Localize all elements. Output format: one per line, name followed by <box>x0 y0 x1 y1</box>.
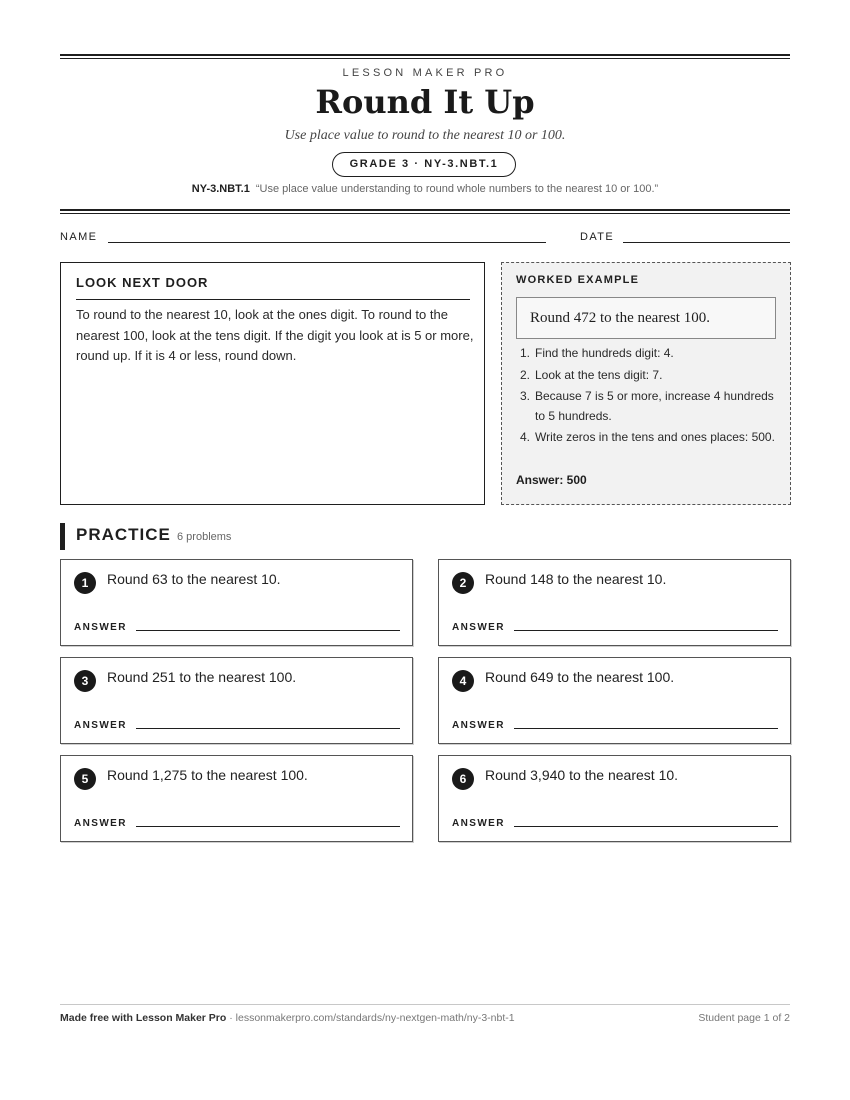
answer-label: ANSWER <box>74 818 127 829</box>
name-field[interactable] <box>108 242 546 243</box>
worksheet-page <box>60 0 790 1100</box>
problem-text: Round 1,275 to the nearest 100. <box>107 767 308 783</box>
date-label: DATE <box>580 231 615 243</box>
problem-number-badge: 5 <box>74 768 96 790</box>
problem-text: Round 63 to the nearest 10. <box>107 571 281 587</box>
practice-accent-bar <box>60 523 65 550</box>
worked-step: 2. Look at the tens digit: 7. <box>520 367 663 382</box>
footer-rule <box>60 1004 790 1005</box>
problem-text: Round 649 to the nearest 100. <box>485 669 675 685</box>
standard-text: “Use place value understanding to round whole numbers to the nearest 10 or 100.” <box>255 183 659 195</box>
problem-number-badge: 3 <box>74 670 96 692</box>
worked-example-steps <box>516 344 778 450</box>
answer-label: ANSWER <box>452 622 505 633</box>
answer-field[interactable] <box>136 728 400 729</box>
answer-label: ANSWER <box>452 720 505 731</box>
footer-made-with: Made free with Lesson Maker Pro <box>60 1012 227 1024</box>
practice-card-2 <box>438 559 791 646</box>
page-title: Round It Up <box>315 83 535 121</box>
standard-code: NY-3.NBT.1 <box>191 183 250 195</box>
brand-label: LESSON MAKER PRO <box>342 67 508 79</box>
name-label: NAME <box>60 231 98 243</box>
grade-badge: GRADE 3 · NY-3.NBT.1 <box>332 152 516 177</box>
practice-count: 6 problems <box>177 531 232 543</box>
practice-heading: PRACTICE <box>76 525 171 544</box>
header-double-rule <box>60 209 790 214</box>
page-subtitle: Use place value to round to the nearest 10 or 100. <box>284 128 566 143</box>
worked-step: 1. Find the hundreds digit: 4. <box>520 346 674 360</box>
practice-card-1 <box>60 559 413 646</box>
problem-number-badge: 2 <box>452 572 474 594</box>
worked-step: 4. Write zeros in the tens and ones places: 500. <box>520 430 775 444</box>
answer-label: ANSWER <box>74 622 127 633</box>
worked-example-heading: WORKED EXAMPLE <box>516 274 640 286</box>
standard-line <box>60 183 790 195</box>
practice-card-6 <box>438 755 791 842</box>
footer-url[interactable]: · lessonmakerpro.com/standards/ny-nextgen-math/ny-3-nbt-1 <box>226 1012 515 1024</box>
practice-card-3 <box>60 657 413 744</box>
problem-number-badge: 1 <box>74 572 96 594</box>
problem-text: Round 251 to the nearest 100. <box>107 669 297 685</box>
look-next-door-heading: LOOK NEXT DOOR <box>76 275 470 300</box>
top-double-rule <box>60 54 790 59</box>
worked-step: 3. Because 7 is 5 or more, increase 4 hundreds to 5 hundreds. <box>520 389 774 423</box>
practice-card-4 <box>438 657 791 744</box>
date-field[interactable] <box>623 242 790 243</box>
answer-field[interactable] <box>136 826 400 827</box>
worked-example-problem: Round 472 to the nearest 100. <box>516 297 776 339</box>
worked-example-answer: Answer: 500 <box>516 473 587 487</box>
problem-text: Round 3,940 to the nearest 10. <box>485 767 679 783</box>
footer-credit <box>60 1012 515 1024</box>
practice-card-5 <box>60 755 413 842</box>
answer-field[interactable] <box>514 728 778 729</box>
problem-number-badge: 6 <box>452 768 474 790</box>
worked-example-panel <box>501 262 791 505</box>
problem-number-badge: 4 <box>452 670 474 692</box>
answer-label: ANSWER <box>74 720 127 731</box>
problem-text: Round 148 to the nearest 10. <box>485 571 667 587</box>
look-next-door-text: To round to the nearest 10, look at the ones digit. To round to the nearest 100, look at the tens digit. If the digit you look at is 5 or more, round up. If it is 4 or less, round down. <box>76 307 474 363</box>
footer-page-number: Student page 1 of 2 <box>698 1012 790 1024</box>
answer-field[interactable] <box>514 826 778 827</box>
answer-field[interactable] <box>136 630 400 631</box>
look-next-door-panel <box>60 262 485 505</box>
answer-field[interactable] <box>514 630 778 631</box>
answer-label: ANSWER <box>452 818 505 829</box>
